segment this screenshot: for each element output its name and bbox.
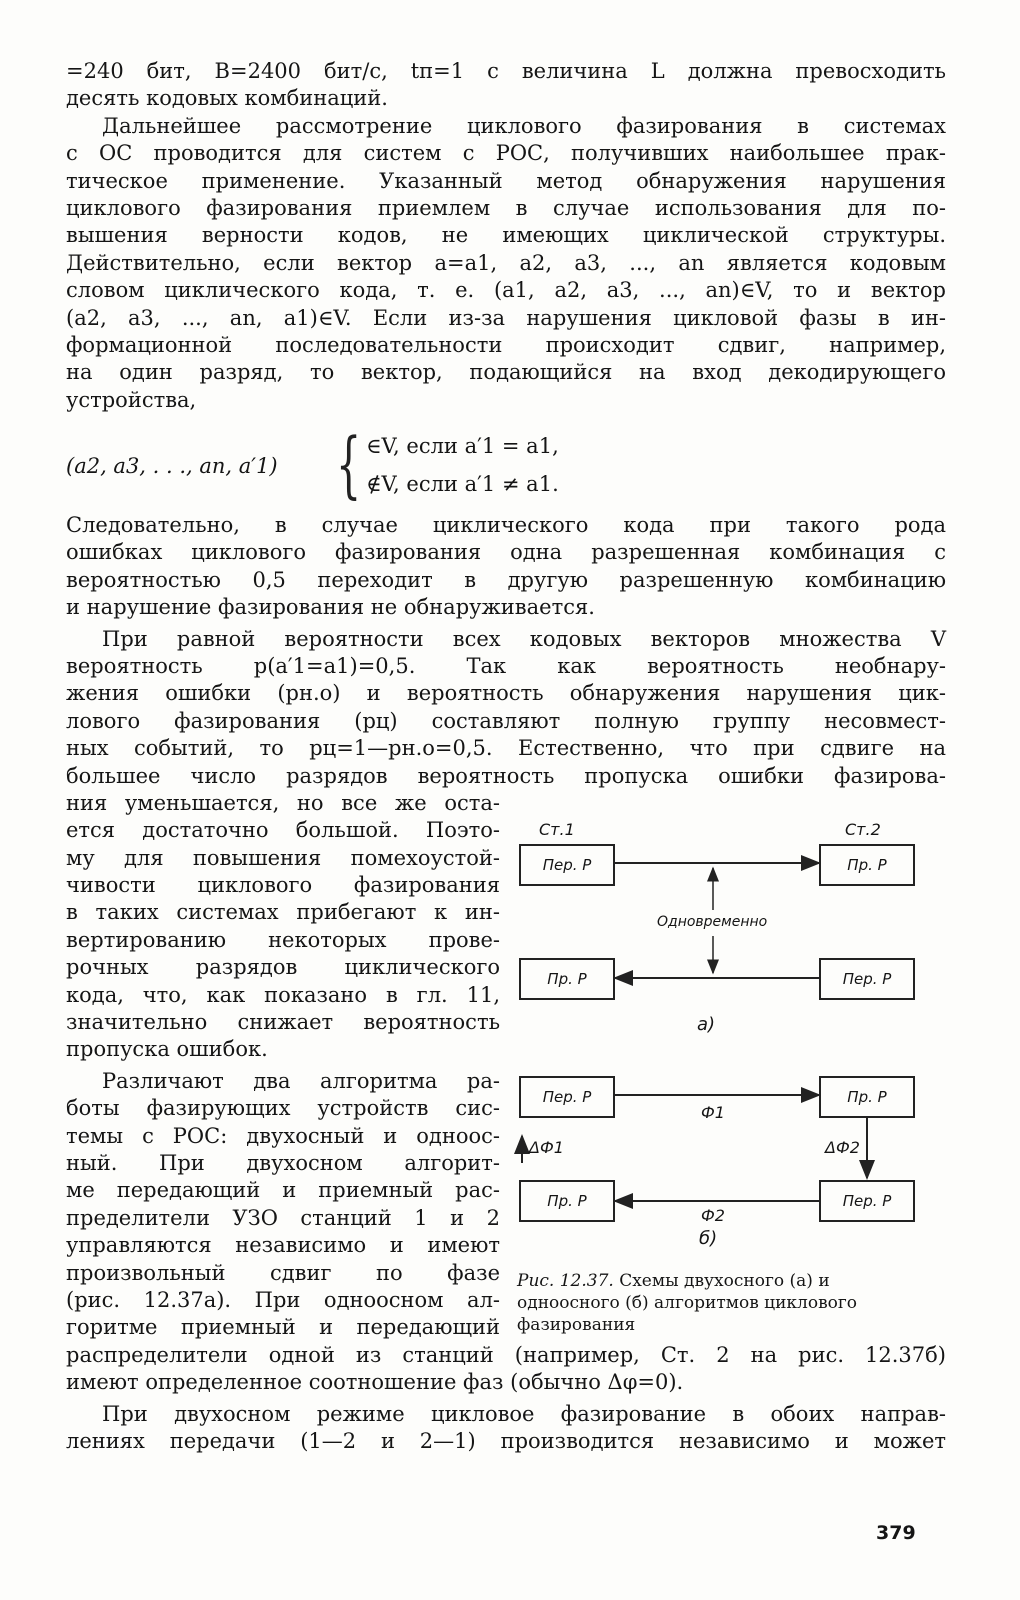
a-top-right-box: Пр. Р	[819, 844, 915, 886]
a-bottom-right-box: Пер. Р	[819, 958, 915, 1000]
text-line: (рис. 12.37а). При одноосном ал-	[66, 1287, 500, 1312]
text-line: пределители УЗО станций 1 и 2	[66, 1205, 500, 1230]
text-line: с ОС проводится для систем с РОС, получивших наибольшее прак-	[66, 141, 946, 166]
text-line: ных событий, то pц=1—pн.о=0,5. Естественно, что при сдвиге на	[66, 736, 946, 761]
text-line: При двухосном режиме цикловое фазирование в обоих направ-	[102, 1401, 946, 1426]
formula	[66, 422, 946, 510]
text-line: ме передающий и приемный рас-	[66, 1178, 500, 1203]
figure-caption	[517, 1270, 937, 1336]
text-line: большее число разрядов вероятность пропуска ошибки фазирова-	[66, 763, 946, 788]
text-line: ния уменьшается, но все же оста-	[66, 790, 500, 815]
text-line: горитме приемный и передающий	[66, 1315, 500, 1340]
caption-number: Рис. 12.37.	[517, 1271, 614, 1291]
a-middle-label: Одновременно	[657, 914, 768, 930]
text-line: произвольный сдвиг по фазе	[66, 1260, 500, 1285]
text-line: ошибках циклового фазирования одна разрешенная комбинация с	[66, 540, 946, 565]
formula-case-1: ∈V, если a′1 = a1,	[366, 434, 559, 458]
text-line: ный. При двухосном алгорит-	[66, 1150, 500, 1175]
b-phi2-label: Ф2	[701, 1206, 725, 1225]
text-line: вероятность p(a′1=a1)=0,5. Так как вероятность необнару-	[66, 653, 946, 678]
text-line: рочных разрядов циклического	[66, 955, 500, 980]
text-line: вероятностью 0,5 переходит в другую разрешенную комбинацию	[66, 567, 946, 592]
text-line: кода, что, как показано в гл. 11,	[66, 982, 500, 1007]
formula-vector: (a2, a3, . . ., an, a′1)	[66, 454, 278, 478]
text-line: вышения верности кодов, не имеющих циклической структуры.	[66, 223, 946, 248]
text-line: Дальнейшее рассмотрение циклового фазирования в системах	[102, 113, 946, 138]
text-line: имеют определенное соотношение фаз (обычно Δφ=0).	[66, 1370, 684, 1395]
text-line: (a2, a3, ..., an, a1)∈V. Если из-за нарушения цикловой фазы в ин-	[66, 305, 946, 330]
text-line: жения ошибки (pн.о) и вероятность обнаружения нарушения цик-	[66, 681, 946, 706]
formula-case-2: ∉V, если a′1 ≠ a1.	[366, 472, 559, 496]
text-line: управляются независимо и имеют	[66, 1233, 500, 1258]
text-line: При равной вероятности всех кодовых векторов множества V	[102, 626, 946, 651]
text-line: боты фазирующих устройств сис-	[66, 1096, 500, 1121]
b-dphi2-label: ΔФ2	[825, 1138, 860, 1157]
text-line: му для повышения помехоустой-	[66, 845, 500, 870]
paragraph-2	[66, 113, 946, 414]
text-line: =240 бит, B=2400 бит/с, tп=1 с величина L должна превосходить	[66, 59, 946, 83]
text-line: Действительно, если вектор a=a1, a2, a3, ..., an является кодовым	[66, 250, 946, 275]
text-line: пропуска ошибок.	[66, 1037, 268, 1062]
text-line: вертированию некоторых прове-	[66, 927, 500, 952]
text-line: лового фазирования (pц) составляют полную группу несовмест-	[66, 708, 946, 733]
text-line: в таких системах прибегают к ин-	[66, 900, 500, 925]
text-line: устройства,	[66, 387, 197, 412]
paragraph-6	[66, 1401, 946, 1456]
text-line: значительно снижает вероятность	[66, 1010, 500, 1035]
page-number: 379	[876, 1522, 916, 1544]
station-2-label: Ст.2	[845, 820, 881, 839]
paragraph-1	[66, 58, 946, 113]
text-line: на один разряд, то вектор, подающийся на вход декодирующего	[66, 360, 946, 385]
text-line: десять кодовых комбинаций.	[66, 86, 388, 111]
caption-text: Схемы двухосного (а) и одноосного (б) алгоритмов циклового фазирования	[517, 1271, 858, 1335]
text-line: Различают два алгоритма ра-	[102, 1068, 500, 1093]
text-line: циклового фазирования приемлем в случае использования для по-	[66, 195, 946, 220]
text-line: темы с РОС: двухосный и одноос-	[66, 1123, 500, 1148]
text-line: формационной последовательности происходит сдвиг, например,	[66, 332, 946, 357]
text-line: и нарушение фазирования не обнаруживается.	[66, 595, 595, 620]
text-line: тическое применение. Указанный метод обнаружения нарушения	[66, 168, 946, 193]
paragraph-3	[66, 512, 946, 622]
b-bottom-right-box: Пер. Р	[819, 1180, 915, 1222]
b-bottom-left-box: Пр. Р	[519, 1180, 615, 1222]
station-1-label: Ст.1	[539, 820, 575, 839]
b-top-left-box: Пер. Р	[519, 1076, 615, 1118]
a-top-left-box: Пер. Р	[519, 844, 615, 886]
b-phi1-label: Ф1	[701, 1103, 725, 1122]
b-top-right-box: Пр. Р	[819, 1076, 915, 1118]
text-line: словом циклического кода, т. е. (a1, a2, a3, ..., an)∈V, то и вектор	[66, 278, 946, 303]
b-dphi1-label: ΔФ1	[529, 1138, 564, 1157]
a-bottom-left-box: Пр. Р	[519, 958, 615, 1000]
paragraph-4	[66, 626, 946, 790]
text-line: чивости циклового фазирования	[66, 873, 500, 898]
figure-12-37	[515, 818, 945, 1258]
text-line: ется достаточно большой. Поэто-	[66, 818, 500, 843]
a-sublabel: а)	[697, 1014, 716, 1035]
text-line: Следовательно, в случае циклического кода при такого рода	[66, 513, 946, 537]
text-line: распределители одной из станций (например, Ст. 2 на рис. 12.37б)	[66, 1342, 946, 1367]
text-line: лениях передачи (1—2 и 2—1) производится независимо и может	[66, 1428, 946, 1453]
page-body	[66, 58, 946, 414]
formula-brace: {	[336, 422, 362, 506]
b-sublabel: б)	[699, 1228, 718, 1249]
